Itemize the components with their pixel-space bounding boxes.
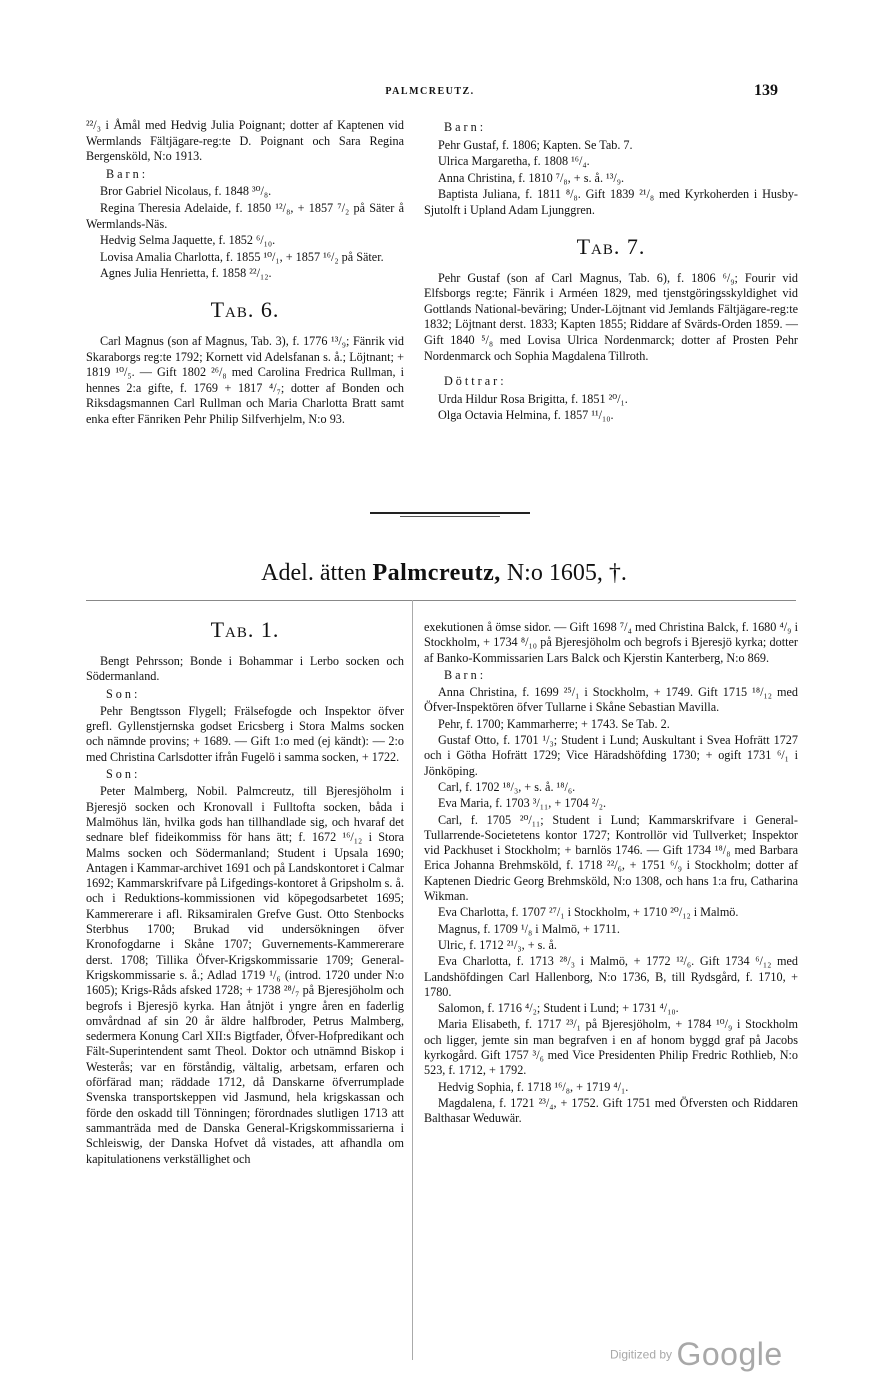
continued-paragraph: ²²/₃ i Åmål med Hedvig Julia Poignant; dotter af Kaptenen vid Wermlands Fältjägare-reg:te D. Poignant och Sara Regina Bergensköld, N:o 1913.	[86, 118, 404, 164]
child-entry: Regina Theresia Adelaide, f. 1850 ¹²/₈, + 1857 ⁷/₂ på Säter å Wermlands-Näs.	[86, 200, 404, 231]
family-heading	[0, 560, 888, 587]
tab-paragraph: Pehr Gustaf (son af Carl Magnus, Tab. 6), f. 1806 ⁶/₉; Fourir vid Elfsborgs reg:te; Fänrik i Arméen 1829, med tjenstgöringsskyldighet vid Gottlands National-beväring; Under-Löjtnant vid Jemlands Fältjägare-reg:te 1832; Löjtnant derst. 1833; Kapten 1855; Riddare af Svärds-Orden 1859. — Gift 1840 ⁵/₈ med Lovisa Ulrica Nordenmarck; dotter af Prosten Pehr Nordenmarck och Sophia Magdalena Tillroth.	[424, 270, 798, 363]
daughter-entry: Urda Hildur Rosa Brigitta, f. 1851 ²⁰/₁.	[438, 391, 628, 406]
child-entry: Anna Christina, f. 1810 ⁷/₈, + s. å. ¹³/₉.	[438, 170, 625, 185]
google-logo: Google	[676, 1336, 783, 1372]
child-entry: Lovisa Amalia Charlotta, f. 1855 ¹⁰/₁, + 1857 ¹⁶/₂ på Säter.	[100, 249, 384, 264]
child-entry: Baptista Juliana, f. 1811 ⁸/₈. Gift 1839 ²¹/₈ med Kyrkoherden i Husby-Sjutolft i Upland Adam Ljunggren.	[424, 187, 798, 217]
tab-heading: Tab. 6.	[210, 296, 280, 322]
bottom-right-column	[424, 620, 798, 1128]
column-divider	[412, 600, 413, 1360]
son-paragraph: Pehr Bengtsson Flygell; Frälsefogde och Inspektor öfver grefl. Gyllenstjernska godset Ericsberg i Stora Malms socken och nämnde provins; + 1689. — Gift 1:o med (ej kändt): — 2:o med Christina Carlsdotter ifrån Fugelö i samma socken, + 1722.	[86, 703, 404, 764]
child-entry: Carl, f. 1702 ¹⁸/₃, + s. å. ¹⁸/₆.	[438, 779, 576, 794]
child-entry: Bror Gabriel Nicolaus, f. 1848 ³⁰/₈.	[100, 184, 272, 199]
bottom-left-column	[86, 612, 404, 1168]
child-entry: Pehr Gustaf, f. 1806; Kapten. Se Tab. 7.	[438, 137, 633, 152]
child-entry: Magnus, f. 1709 ¹/₈ i Malmö, + 1711.	[438, 921, 620, 936]
child-entry: Eva Charlotta, f. 1707 ²⁷/₁ i Stockholm, + 1710 ²⁰/₁₂ i Malmö.	[438, 905, 739, 920]
child-entry: Gustaf Otto, f. 1701 ¹/₃; Student i Lund; Auskultant i Svea Hofrätt 1727 och i Götha Hofrätt 1729; Vice Häradshöfding 1730; + ogift 1731 ⁶/₁ i Jönköping.	[424, 733, 798, 778]
family-suffix: N:o 1605, †.	[506, 560, 627, 586]
barn-label: Barn:	[106, 166, 149, 181]
running-title: PALMCREUTZ.	[385, 86, 475, 97]
tab-heading: Tab. 7.	[576, 233, 646, 259]
dottrar-label: Döttrar:	[444, 374, 507, 389]
child-entry: Hedvig Selma Jaquette, f. 1852 ⁶/₁₀.	[100, 233, 276, 248]
child-entry: Ulrica Margaretha, f. 1808 ¹⁶/₄.	[438, 154, 590, 169]
tab-heading: Tab. 1.	[210, 617, 280, 642]
section-rule	[370, 512, 530, 514]
barn-label: Barn:	[444, 667, 487, 682]
continued-paragraph: exekutionen å ömse sidor. — Gift 1698 ⁷/₄ med Christina Balck, f. 1680 ⁴/₉ i Stockholm, + 1734 ⁸/₁₀ på Bjeresjöholm och begrofs i Bjeresjö kyrka; dotter af Banko-Kommissarien Lars Balck och Kjerstin Kanterberg, N:o 869.	[424, 620, 798, 665]
child-entry: Maria Elisabeth, f. 1717 ²³/₁ på Bjeresjöholm, + 1784 ¹⁰/₉ i Stockholm och ligger, jemte sin man begrafven i en af honom byggd graf på Jacobs kyrkogård. Gift 1757 ³/₆ med Vice Presidenten Philip Fredric Rothlieb, N:o 523, f. 1712, + 1792.	[424, 1017, 798, 1078]
child-entry: Carl, f. 1705 ²⁰/₁₁; Student i Lund; Kammarskrifvare i General-Tullarrende-Societetens kontor 1727; Kontrollör vid Tullverket; Inspektor vid Packhuset i Stockholm; + barnlös 1746. — Gift 1734 ¹⁸/₈ med Barbara Erica Johanna Brehmsköld, f. 1718 ²²/₆, + 1751 ⁶/₉ i Stockholm; dotter af Kaptenen Diedric Georg Brehmsköld, N:o 1308, och hans 1:a fru, Catharina Wikman.	[424, 812, 798, 904]
child-entry: Magdalena, f. 1721 ²³/₄, + 1752. Gift 1751 med Öfversten och Riddaren Balthasar Weduwär.	[424, 1095, 798, 1126]
child-entry: Pehr, f. 1700; Kammarherre; + 1743. Se Tab. 2.	[438, 716, 670, 731]
heading-divider	[86, 600, 796, 601]
tab-paragraph: Carl Magnus (son af Magnus, Tab. 3), f. 1776 ¹³/₉; Fänrik vid Skaraborgs reg:te 1792; Kornett vid Adelsfanan s. å.; Löjtnant; + 1819 ¹⁰/₅. — Gift 1802 ²⁶/₈ med Carolina Fredrica Rullman, i hennes 2:a gifte, f. 1769 + 1817 ⁴/₇; dotter af Bonden och Riksdagsmannen Carl Rullman och Maria Charlotta Bratt samt enka efter Fänriken Pehr Philip Silfverhjelm, N:o 93.	[86, 333, 404, 426]
founder-paragraph: Peter Malmberg, Nobil. Palmcreutz, till Bjeresjöholm i Bjeresjö socken och Kronovall i Fulltofta socken, båda i Malmöhus län, hvilka gods han tillhandlade sig, och hvaraf det sednare blef fideikommiss för hans ätt; f. 1672 ¹⁶/₁₂ i Stora Malms socken och Södermanland; Student i Upsala 1690; Antagen i Kammar-archivet 1691 och på Landskontoret i Calmar 1692; Kammarskrifvare på Lifgedings-kontoret å Gripsholm s. å. och i Reduktions-kommissionen vid köpegodsarbetet 1695; Kammererare i afl. Riksamiralen Grefve Gust. Otto Stenbocks Sterbhus 1700; Brukad vid undersökningen öfver Kronofogdarne i Skåne 1707; Guvernements-Kammererare derst. 1708; Tillika Öfver-Krigskommissarie 1709; General-Krigskommissarie s. å.; Adlad 1719 ¹/₆ (introd. 1720 under N:o 1605); Krigs-Råds afsked 1728; + 1738 ²⁸/₇ på Bjeresjöholm och begrofs i Bjeresjö kyrka. Han åtnjöt i yngre åren en faderlig omvårdnad af sin 20 år äldre halfbroder, Petrus Malmberg, sedermera Konung Carl XII:s Bigtfader, Öfver-Hofpredikant och Fält-Superintendent samt Theol. Doktor och utnämnd Biskop i Westerås; var en förståndig, vältalig, arbetsam, erfaren och oförfärad man; räddade 1712, då Danskarne öfverrumplade Svenska transportskeppen vid Jasmund, hela krigskassan och förde den oskadd till Tönningen; förordnades slutligen 1713 att sammanträda med de Danska General-Krigskommissarierna i Schleiswig, der Danska Hofvet då vistades, att afhandla om kapitulationens verkställighet och	[86, 784, 404, 1166]
child-entry: Eva Maria, f. 1703 ³/₁₁, + 1704 ²/₂.	[438, 796, 607, 811]
child-entry: Salomon, f. 1716 ⁴/₂; Student i Lund; + 1731 ⁴/₁₀.	[438, 1001, 679, 1016]
top-left-column	[86, 118, 404, 429]
child-entry: Agnes Julia Henrietta, f. 1858 ²²/₁₂.	[100, 266, 272, 281]
digitized-watermark	[610, 1336, 783, 1373]
watermark-small-text: Digitized by	[610, 1347, 673, 1362]
daughter-entry: Olga Octavia Helmina, f. 1857 ¹¹/₁₀.	[438, 408, 614, 423]
running-head	[0, 80, 888, 104]
page-number: 139	[754, 82, 778, 99]
child-entry: Ulric, f. 1712 ²¹/₃, + s. å.	[438, 937, 557, 952]
son-label: Son:	[106, 767, 141, 782]
family-prefix: Adel. ätten	[261, 560, 367, 586]
child-entry: Eva Charlotta, f. 1713 ²⁸/₃ i Malmö, + 1772 ¹²/₆. Gift 1734 ⁶/₁₂ med Landshöfdingen Carl Hallenborg, N:o 1736, B, till Rydsgård, f. 1710, + 1780.	[424, 954, 798, 999]
family-name: Palmcreutz,	[372, 560, 501, 586]
child-entry: Anna Christina, f. 1699 ²⁵/₁ i Stockholm, + 1749. Gift 1715 ¹⁸/₁₂ med Öfver-Inspektören öfver Tullarne i Skåne Sebastian Mavilla.	[424, 685, 798, 715]
ancestor-paragraph: Bengt Pehrsson; Bonde i Bohammar i Lerbo socken och Södermanland.	[86, 654, 404, 684]
child-entry: Hedvig Sophia, f. 1718 ¹⁶/₈, + 1719 ⁴/₁.	[438, 1079, 629, 1094]
son-label: Son:	[106, 686, 141, 701]
barn-label: Barn:	[444, 120, 487, 134]
section-rule-thin	[400, 516, 500, 517]
top-right-column	[424, 118, 798, 425]
